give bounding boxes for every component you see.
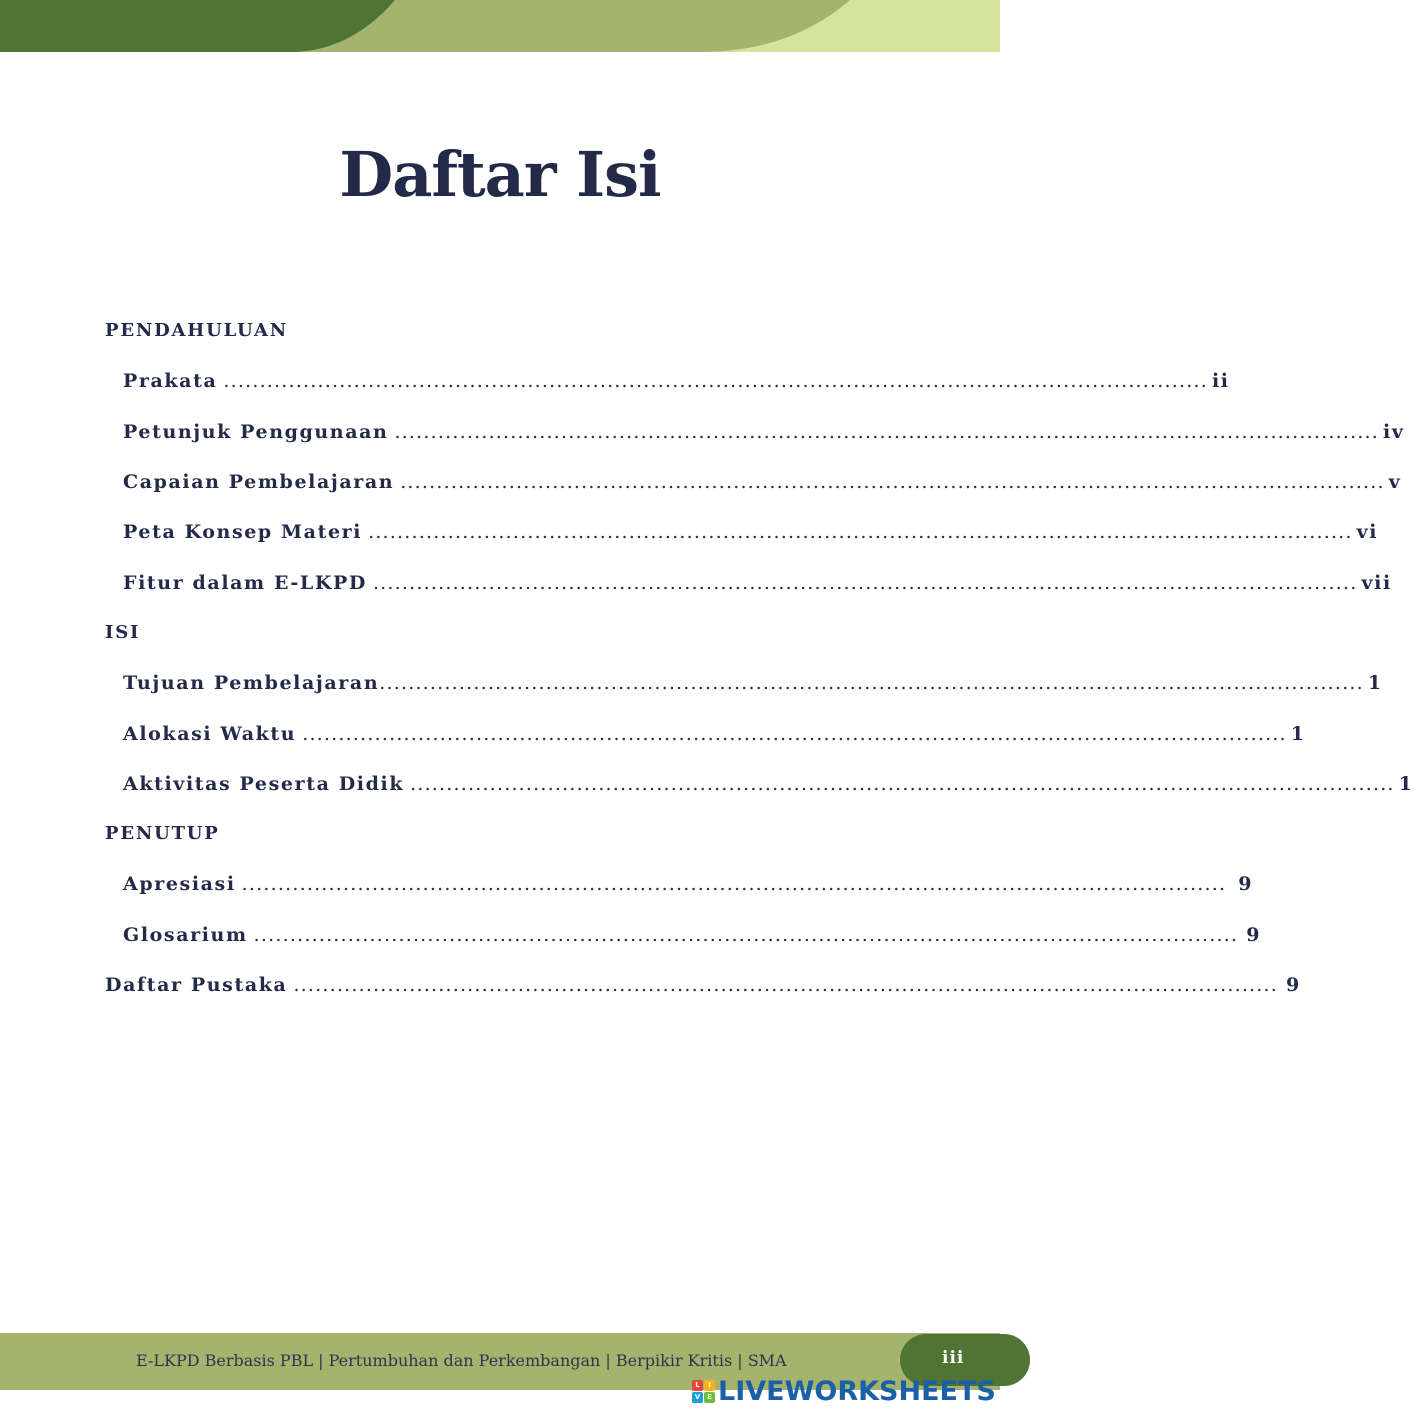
toc-entry-label: Peta Konsep Materi [123, 521, 363, 543]
toc-entry-peta-konsep-materi[interactable] [123, 521, 1379, 543]
toc-entry-page: iv [1383, 421, 1405, 443]
logo-letter: I [704, 1380, 715, 1391]
logo-letter: E [704, 1392, 715, 1403]
logo-letter: L [692, 1380, 703, 1391]
toc-entry-page: vii [1361, 572, 1392, 594]
leader-dots: ........................................................................................................................................ [223, 370, 1208, 392]
leader-dots: ........................................................................................................................................ [400, 471, 1385, 493]
leader-dots: ........................................................................................................................................ [379, 672, 1364, 694]
toc-entry-petunjuk-penggunaan[interactable] [123, 421, 1405, 443]
toc-entry-label: Petunjuk Penggunaan [123, 421, 389, 443]
toc-entry-tujuan-pembelajaran[interactable] [123, 672, 1383, 694]
page-number: iii [942, 1348, 965, 1368]
leader-dots: ........................................................................................................................................ [372, 572, 1358, 594]
liveworksheets-logo-icon [692, 1380, 715, 1403]
toc-entry-page: vi [1356, 521, 1379, 543]
leader-dots: ........................................................................................................................................ [241, 873, 1227, 895]
watermark-text: LIVEWORKSHEETS [718, 1375, 996, 1407]
toc-entry-glosarium[interactable] [123, 924, 1262, 946]
toc-entry-page: 9 [1238, 873, 1254, 895]
page-title: Daftar Isi [339, 138, 661, 211]
footer-text: E-LKPD Berbasis PBL | Pertumbuhan dan Perkembangan | Berpikir Kritis | SMA [136, 1351, 787, 1370]
toc-entry-label: Glosarium [123, 924, 248, 946]
toc-entry-label: Tujuan Pembelajaran [123, 672, 380, 694]
toc-entry-page: v [1388, 471, 1402, 493]
leader-dots: ........................................................................................................................................ [394, 421, 1380, 443]
section-heading-isi: ISI [105, 622, 141, 643]
liveworksheets-watermark[interactable] [692, 1376, 996, 1406]
logo-letter: V [692, 1392, 703, 1403]
toc-entry-daftar-pustaka[interactable] [105, 974, 1301, 996]
leader-dots: ........................................................................................................................................ [368, 521, 1353, 543]
leader-dots: ........................................................................................................................................ [302, 723, 1287, 745]
section-heading-pendahuluan: PENDAHULUAN [105, 320, 289, 341]
toc-entry-page: 1 [1367, 672, 1383, 694]
toc-entry-apresiasi[interactable] [123, 873, 1254, 895]
toc-entry-page: 9 [1286, 974, 1301, 996]
toc-entry-capaian-pembelajaran[interactable] [123, 471, 1402, 493]
toc-entry-page: 1 [1398, 773, 1414, 795]
toc-entry-label: Aktivitas Peserta Didik [123, 773, 405, 795]
toc-entry-alokasi-waktu[interactable] [123, 723, 1306, 745]
toc-entry-page: ii [1211, 370, 1230, 392]
toc-entry-page: 9 [1246, 924, 1262, 946]
toc-entry-page: 1 [1290, 723, 1306, 745]
toc-entry-label: Apresiasi [123, 873, 236, 895]
toc-entry-label: Alokasi Waktu [123, 723, 297, 745]
toc-entry-fitur-dalam-e-lkpd[interactable] [123, 572, 1392, 594]
leader-dots: ........................................................................................................................................ [410, 773, 1395, 795]
toc-entry-aktivitas-peserta-didik[interactable] [123, 773, 1414, 795]
toc-entry-prakata[interactable] [123, 370, 1230, 392]
section-heading-penutup: PENUTUP [105, 823, 220, 844]
toc-entry-label: Capaian Pembelajaran [123, 471, 395, 493]
leader-dots: ........................................................................................................................................ [253, 924, 1239, 946]
leader-dots: ........................................................................................................................................ [293, 974, 1279, 996]
toc-entry-label: Daftar Pustaka [105, 974, 288, 996]
toc-entry-label: Fitur dalam E-LKPD [123, 572, 367, 594]
top-decorative-band [0, 0, 1000, 56]
toc-entry-label: Prakata [123, 370, 218, 392]
